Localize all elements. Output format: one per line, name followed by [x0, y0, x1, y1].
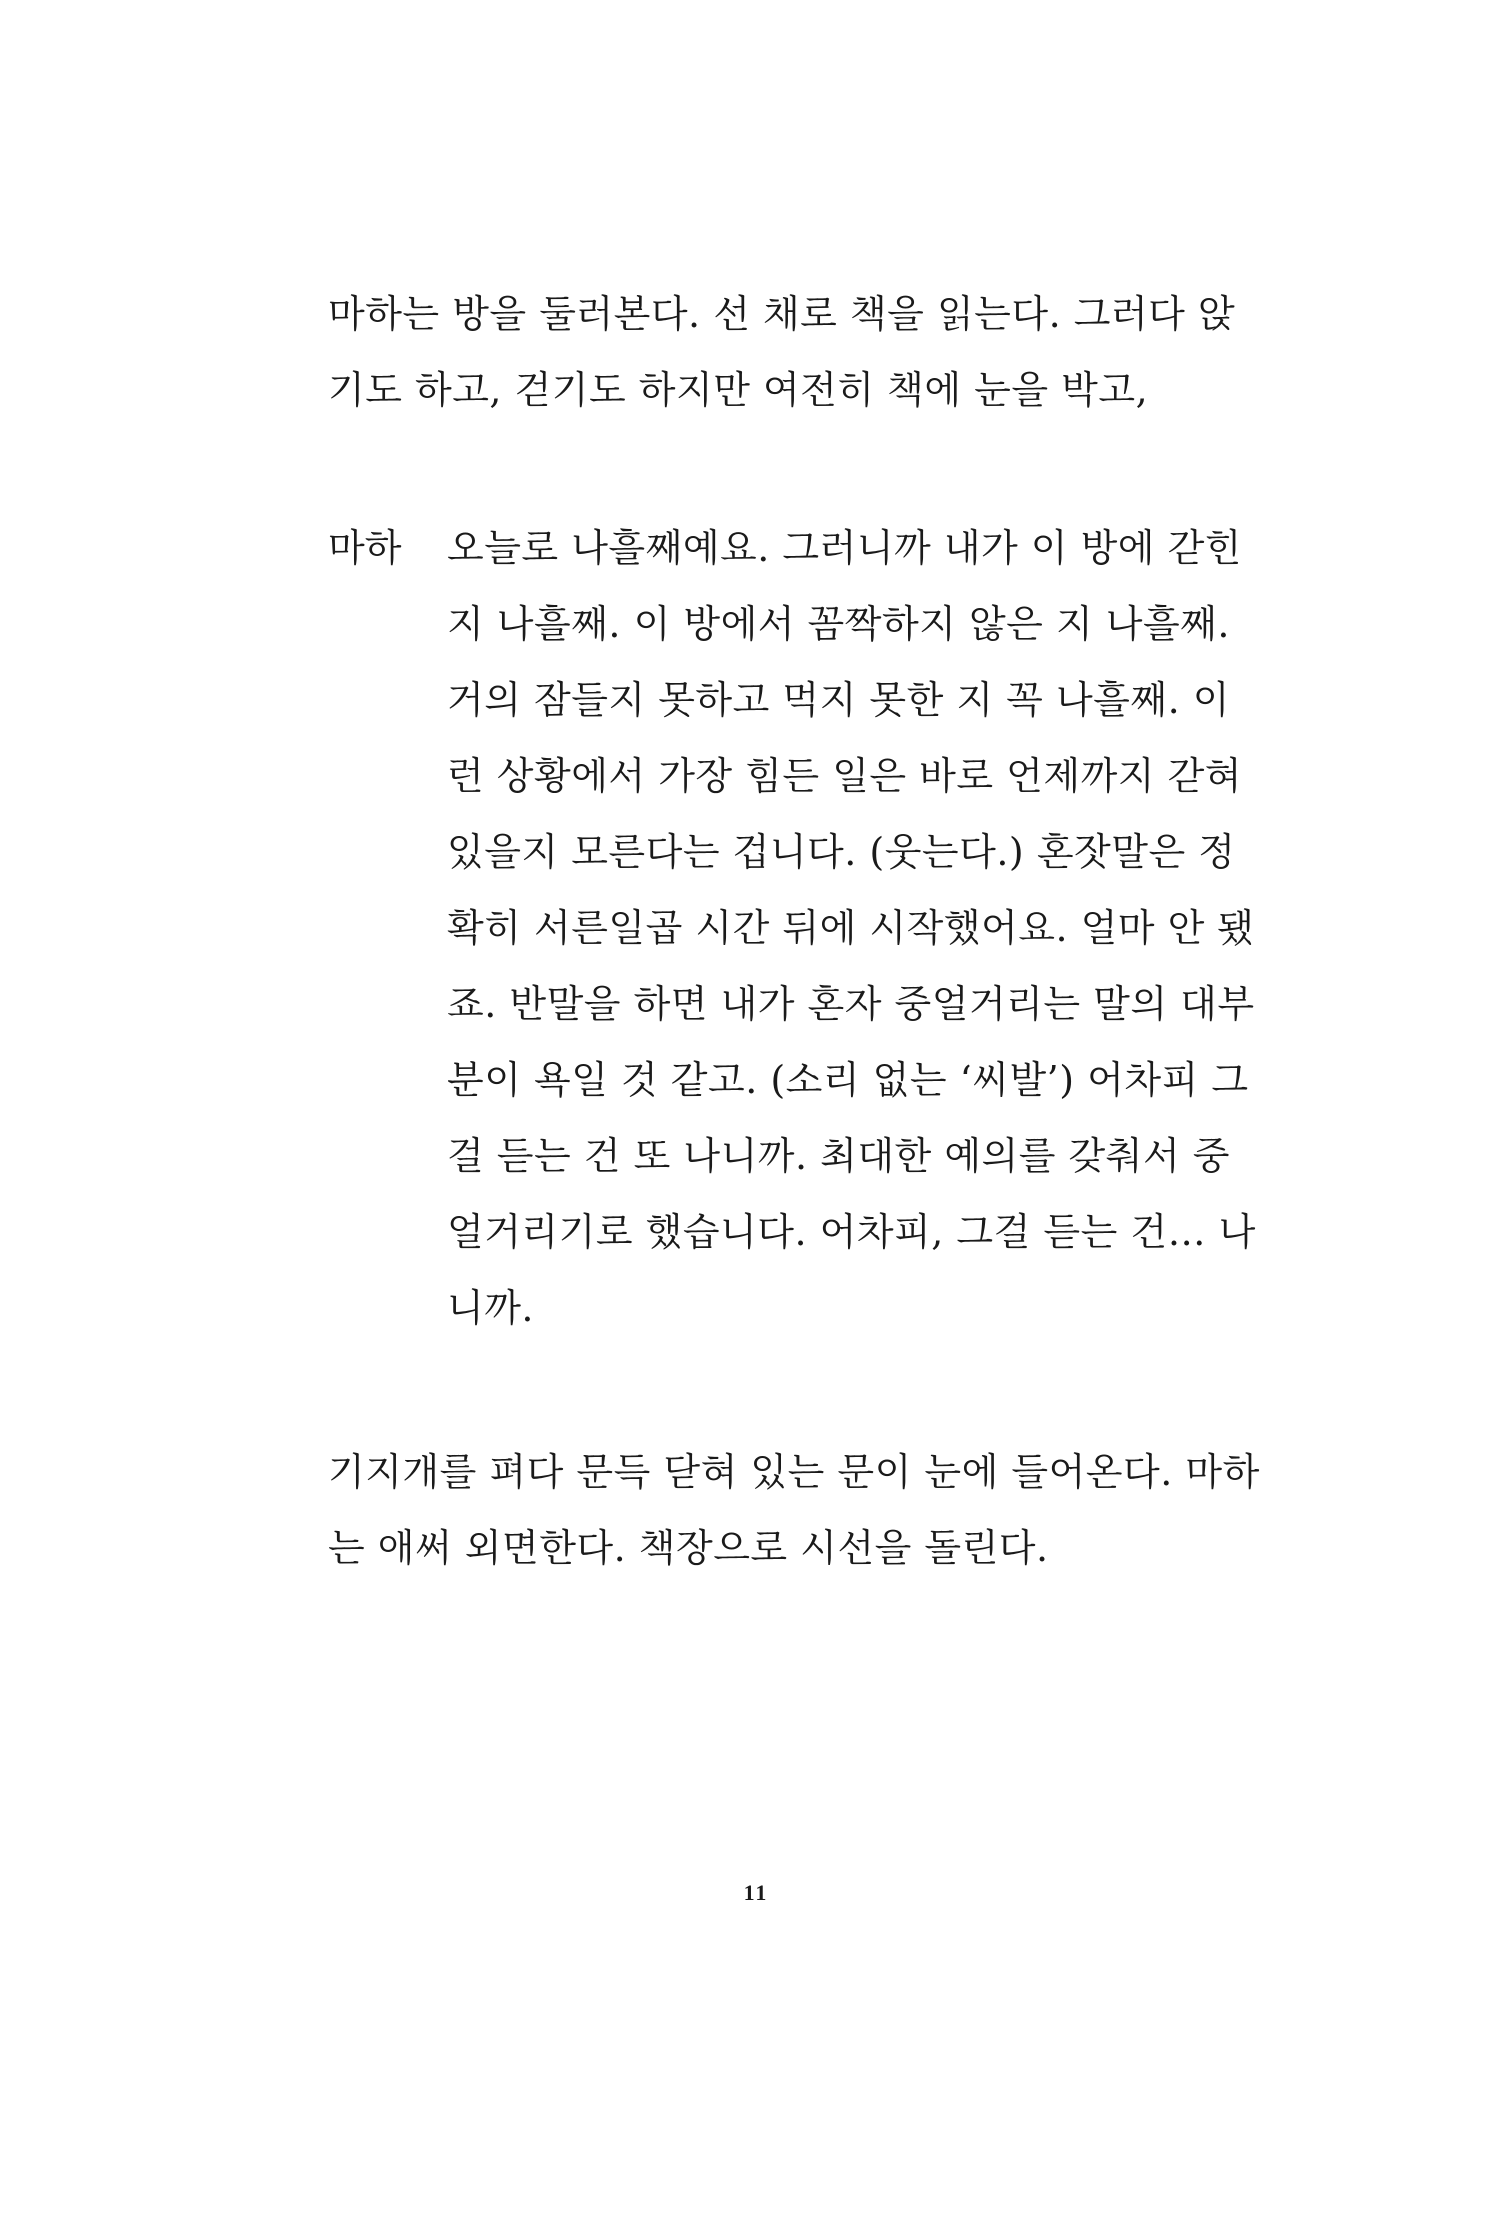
stage-direction-line: 기지개를 펴다 문득 닫혀 있는 문이 눈에 들어온다. 마하 [328, 1450, 1260, 1494]
dialogue-line: 확히 서른일곱 시간 뒤에 시작했어요. 얼마 안 됐 [447, 906, 1255, 950]
dialogue-line: 죠. 반말을 하면 내가 혼자 중얼거리는 말의 대부 [447, 982, 1255, 1026]
page-number: 11 [743, 1880, 769, 1905]
stage-direction-line: 기도 하고, 걷기도 하지만 여전히 책에 눈을 박고, [328, 368, 1149, 412]
dialogue-line: 오늘로 나흘째예요. 그러니까 내가 이 방에 갇힌 [447, 526, 1243, 570]
dialogue-line: 거의 잠들지 못하고 먹지 못한 지 꼭 나흘째. 이 [447, 678, 1230, 722]
dialogue-line: 얼거리기로 했습니다. 어차피, 그걸 듣는 건… 나 [447, 1210, 1256, 1254]
stage-direction-line: 는 애써 외면한다. 책장으로 시선을 돌린다. [328, 1526, 1049, 1570]
dialogue-line: 걸 듣는 건 또 나니까. 최대한 예의를 갖춰서 중 [447, 1134, 1230, 1178]
speaker-name: 마하 [328, 526, 402, 570]
dialogue-line: 런 상황에서 가장 힘든 일은 바로 언제까지 갇혀 [447, 754, 1243, 798]
dialogue-line: 지 나흘째. 이 방에서 꼼짝하지 않은 지 나흘째. [447, 602, 1230, 646]
stage-direction-line: 마하는 방을 둘러본다. 선 채로 책을 읽는다. 그러다 앉 [328, 292, 1236, 336]
dialogue-line: 있을지 모른다는 겁니다. (웃는다.) 혼잣말은 정 [447, 830, 1236, 874]
dialogue-line: 니까. [447, 1286, 534, 1330]
dialogue-line: 분이 욕일 것 같고. (소리 없는 ‘씨발’) 어차피 그 [447, 1058, 1249, 1102]
